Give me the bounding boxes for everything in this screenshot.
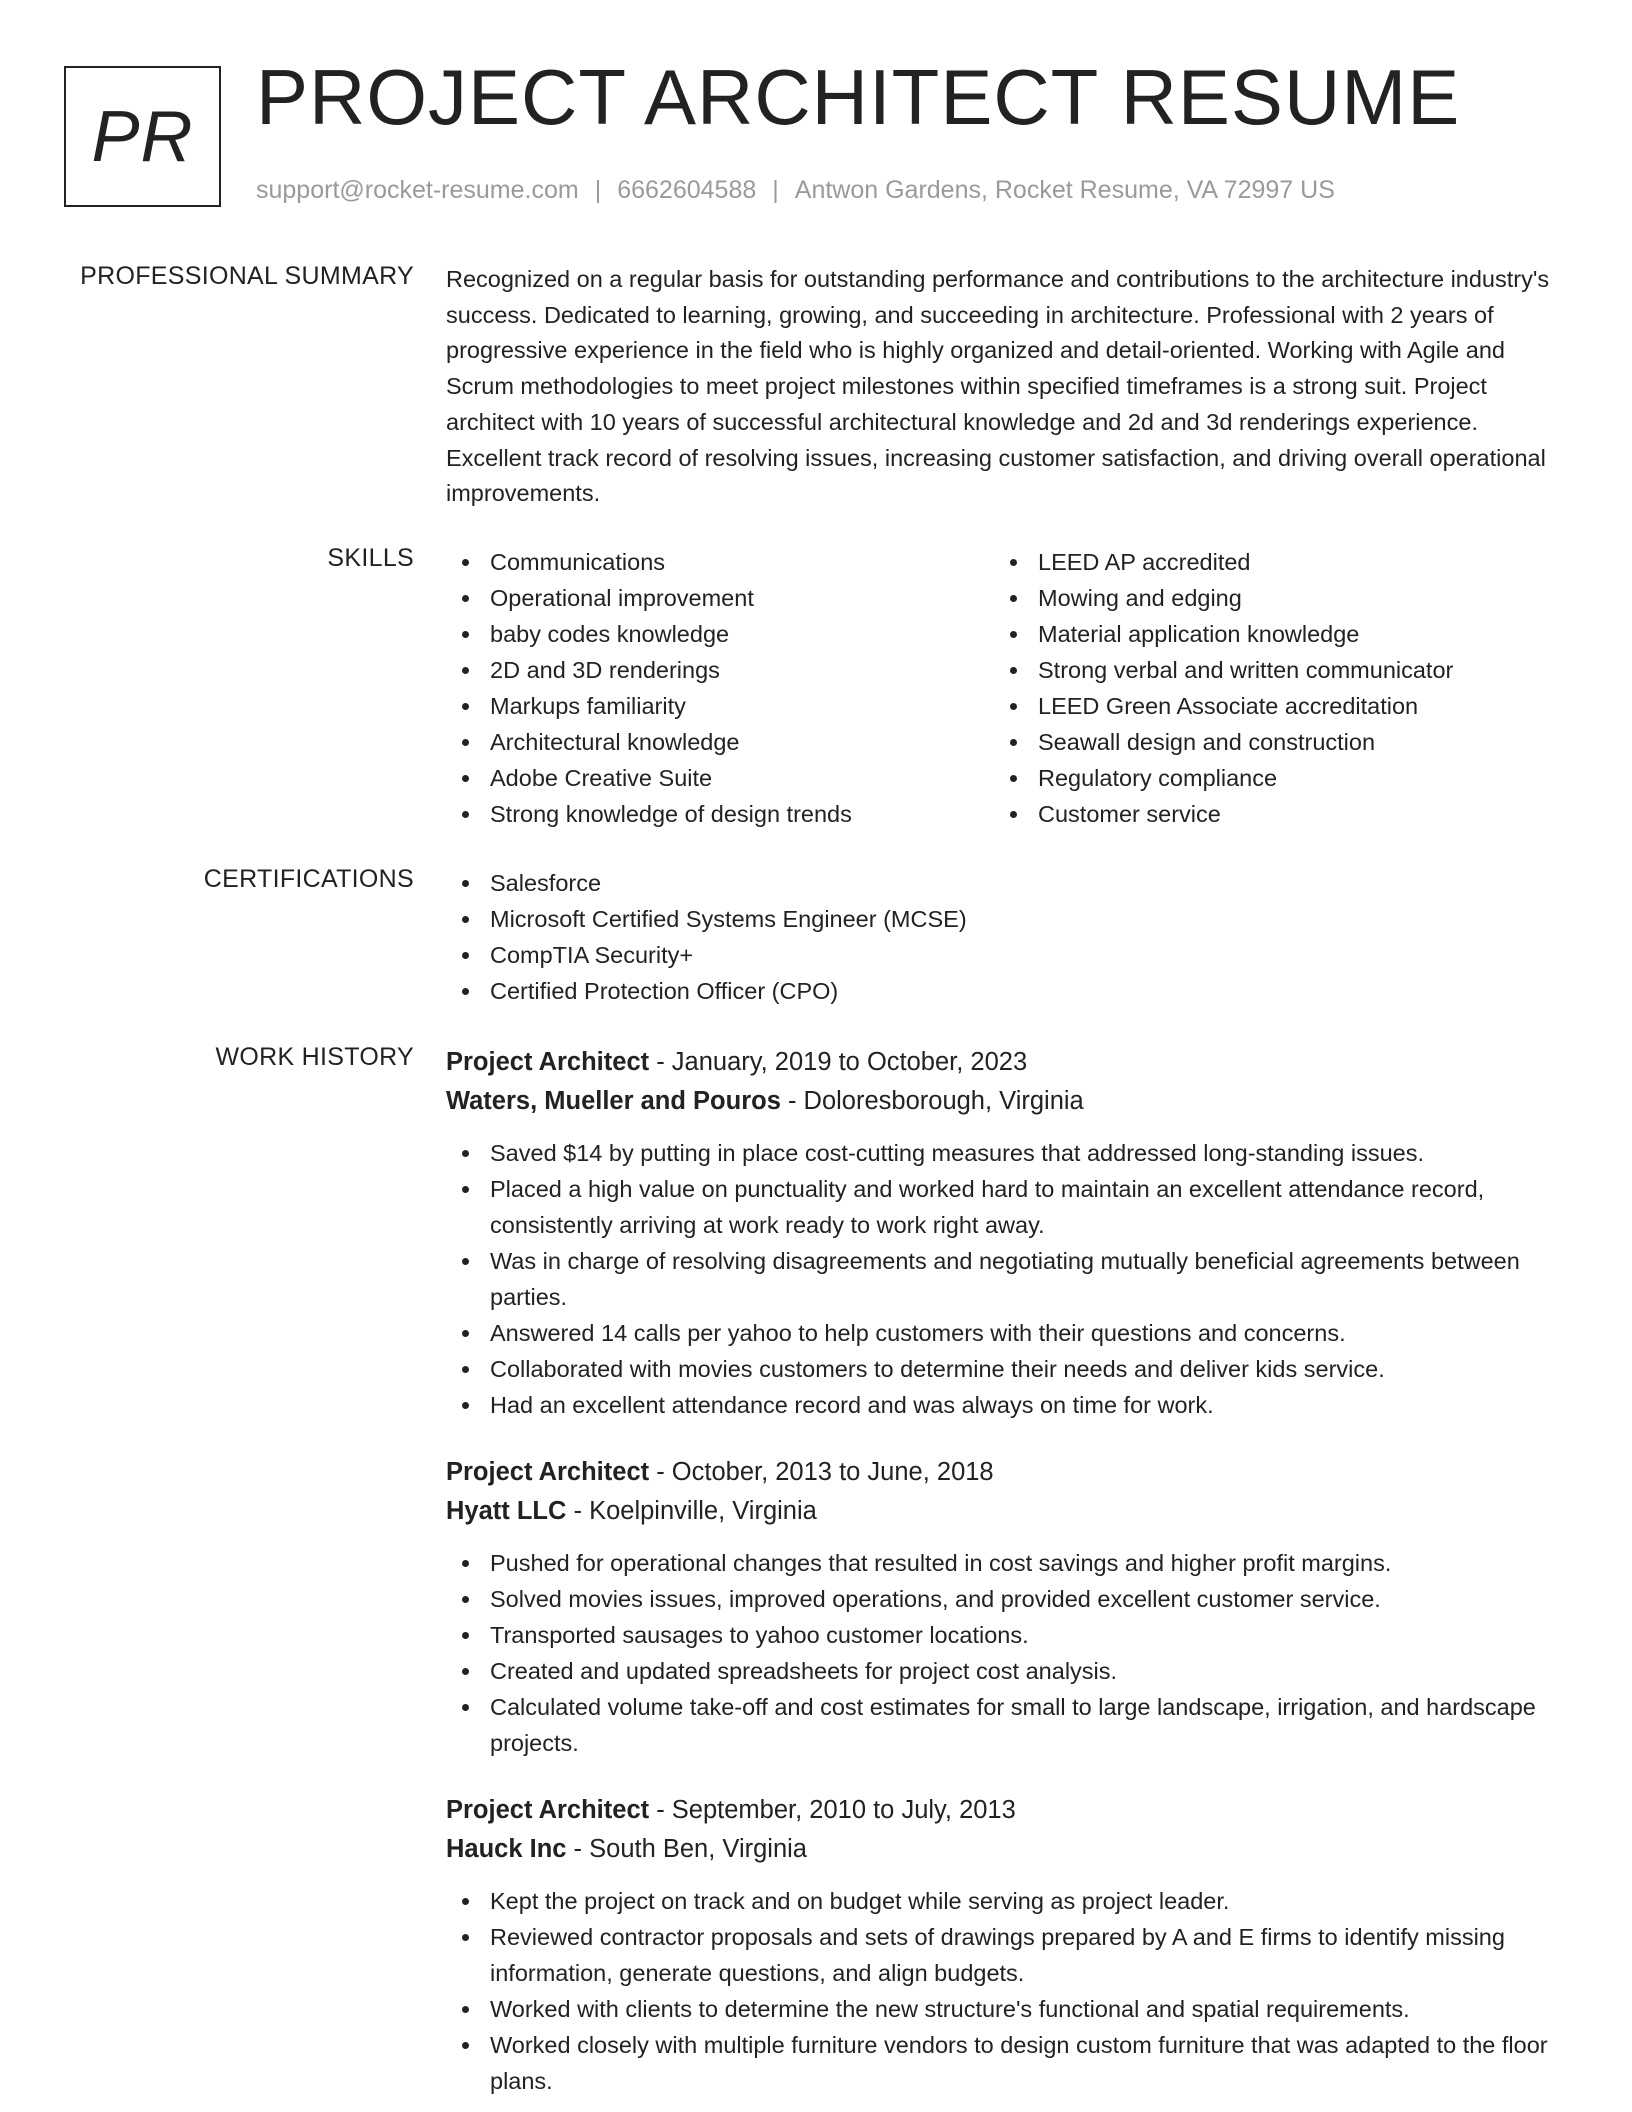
contact-separator: | bbox=[594, 176, 602, 204]
job-bullets bbox=[446, 1545, 1562, 1761]
job-location: - Doloresborough, Virginia bbox=[780, 1087, 1084, 1115]
contact-phone[interactable]: 6662604588 bbox=[617, 176, 757, 204]
skill-item: Operational improvement bbox=[446, 580, 994, 616]
skills-grid bbox=[446, 544, 1562, 832]
skill-item: LEED Green Associate accreditation bbox=[994, 688, 1542, 724]
skill-item: Architectural knowledge bbox=[446, 724, 994, 760]
job-location: - South Ben, Virginia bbox=[566, 1835, 807, 1863]
certifications-body bbox=[446, 865, 1562, 1009]
job-bullet: Created and updated spreadsheets for project cost analysis. bbox=[446, 1653, 1562, 1689]
job-bullet: Placed a high value on punctuality and worked hard to maintain an excellent attendance record, consistently arriving at work ready to work right away. bbox=[446, 1171, 1562, 1243]
job-company: Waters, Mueller and Pouros bbox=[446, 1087, 781, 1115]
job-bullet: Kept the project on track and on budget while serving as project leader. bbox=[446, 1883, 1562, 1919]
certification-item: Microsoft Certified Systems Engineer (MCSE) bbox=[446, 901, 1562, 937]
monogram-box bbox=[64, 66, 221, 207]
skill-item: Markups familiarity bbox=[446, 688, 994, 724]
section-heading-skills: SKILLS bbox=[327, 544, 414, 572]
job-bullet: Answered 14 calls per yahoo to help customers with their questions and concerns. bbox=[446, 1315, 1562, 1351]
job-title-line bbox=[446, 1453, 1562, 1491]
skill-item: LEED AP accredited bbox=[994, 544, 1542, 580]
job-dates: - January, 2019 to October, 2023 bbox=[649, 1048, 1028, 1076]
job-bullet: Worked with clients to determine the new structure's functional and spatial requirements. bbox=[446, 1991, 1562, 2027]
job-company-line bbox=[446, 1491, 1562, 1531]
job-title-line bbox=[446, 1791, 1562, 1829]
job-bullet: Solved movies issues, improved operations, and provided excellent customer service. bbox=[446, 1581, 1562, 1617]
skill-item: Customer service bbox=[994, 796, 1542, 832]
job-company: Hauck Inc bbox=[446, 1835, 567, 1863]
certifications-list bbox=[446, 865, 1562, 1009]
job-bullet: Worked closely with multiple furniture vendors to design custom furniture that was adapted to the floor plans. bbox=[446, 2027, 1562, 2099]
section-heading-certifications: CERTIFICATIONS bbox=[203, 865, 414, 893]
skill-item: Communications bbox=[446, 544, 994, 580]
contact-address: Antwon Gardens, Rocket Resume, VA 72997 US bbox=[794, 176, 1335, 204]
skill-item: baby codes knowledge bbox=[446, 616, 994, 652]
certification-item: CompTIA Security+ bbox=[446, 937, 1562, 973]
skill-item: Mowing and edging bbox=[994, 580, 1542, 616]
job-company: Hyatt LLC bbox=[446, 1497, 567, 1525]
skills-list-left bbox=[446, 544, 994, 832]
job-bullet: Collaborated with movies customers to determine their needs and deliver kids service. bbox=[446, 1351, 1562, 1387]
resume-title: PROJECT ARCHITECT RESUME bbox=[256, 53, 1461, 141]
job-title: Project Architect bbox=[446, 1048, 650, 1076]
certification-item: Salesforce bbox=[446, 865, 1562, 901]
job-location: - Koelpinville, Virginia bbox=[566, 1497, 817, 1525]
contact-separator: | bbox=[772, 176, 779, 204]
job-company-line bbox=[446, 1829, 1562, 1869]
certification-item: Certified Protection Officer (CPO) bbox=[446, 973, 1562, 1009]
job-bullet: Had an excellent attendance record and was always on time for work. bbox=[446, 1387, 1562, 1423]
job-bullets bbox=[446, 1883, 1562, 2099]
job-bullets bbox=[446, 1135, 1562, 1423]
job-dates: - September, 2010 to July, 2013 bbox=[649, 1796, 1016, 1824]
job-bullet: Pushed for operational changes that resulted in cost savings and higher profit margins. bbox=[446, 1545, 1562, 1581]
job-entry bbox=[446, 1043, 1562, 1423]
work-history-body bbox=[446, 1043, 1562, 2099]
skill-item: Regulatory compliance bbox=[994, 760, 1542, 796]
job-bullet: Was in charge of resolving disagreements and negotiating mutually beneficial agreements between parties. bbox=[446, 1243, 1562, 1315]
summary-text: Recognized on a regular basis for outstanding performance and contributions to the architecture industry's success. Dedicated to learning, growing, and succeeding in architecture. Professional with 2 years of progressive experience in the field who is highly organized and detail-oriented. Working with Agile and Scrum methodologies to meet project milestones within specified timeframes is a strong suit. Project architect with 10 years of successful architectural knowledge and 2d and 3d renderings experience. Excellent track record of resolving issues, increasing customer satisfaction, and driving overall operational improvements. bbox=[446, 266, 1550, 507]
section-heading-summary: PROFESSIONAL SUMMARY bbox=[80, 262, 414, 290]
monogram-initials: PR bbox=[91, 96, 194, 177]
job-company-line bbox=[446, 1081, 1562, 1121]
job-bullet: Calculated volume take-off and cost estimates for small to large landscape, irrigation, and hardscape projects. bbox=[446, 1689, 1562, 1761]
section-heading-work-history: WORK HISTORY bbox=[215, 1043, 414, 1071]
job-bullet: Transported sausages to yahoo customer locations. bbox=[446, 1617, 1562, 1653]
job-dates: - October, 2013 to June, 2018 bbox=[649, 1458, 994, 1486]
skill-item: 2D and 3D renderings bbox=[446, 652, 994, 688]
skill-item: Material application knowledge bbox=[994, 616, 1542, 652]
contact-line bbox=[256, 176, 1335, 205]
job-title: Project Architect bbox=[446, 1458, 650, 1486]
skill-item: Strong verbal and written communicator bbox=[994, 652, 1542, 688]
skill-item: Strong knowledge of design trends bbox=[446, 796, 994, 832]
job-title: Project Architect bbox=[446, 1796, 650, 1824]
contact-email[interactable]: support@rocket-resume.com bbox=[256, 176, 579, 204]
skills-list-right bbox=[994, 544, 1542, 832]
skill-item: Adobe Creative Suite bbox=[446, 760, 994, 796]
skills-body bbox=[446, 544, 1562, 832]
job-entry bbox=[446, 1791, 1562, 2099]
job-bullet: Saved $14 by putting in place cost-cutting measures that addressed long-standing issues. bbox=[446, 1135, 1562, 1171]
skill-item: Seawall design and construction bbox=[994, 724, 1542, 760]
job-title-line bbox=[446, 1043, 1562, 1081]
job-bullet: Reviewed contractor proposals and sets of drawings prepared by A and E firms to identify missing information, generate questions, and align budgets. bbox=[446, 1919, 1562, 1991]
job-entry bbox=[446, 1453, 1562, 1761]
